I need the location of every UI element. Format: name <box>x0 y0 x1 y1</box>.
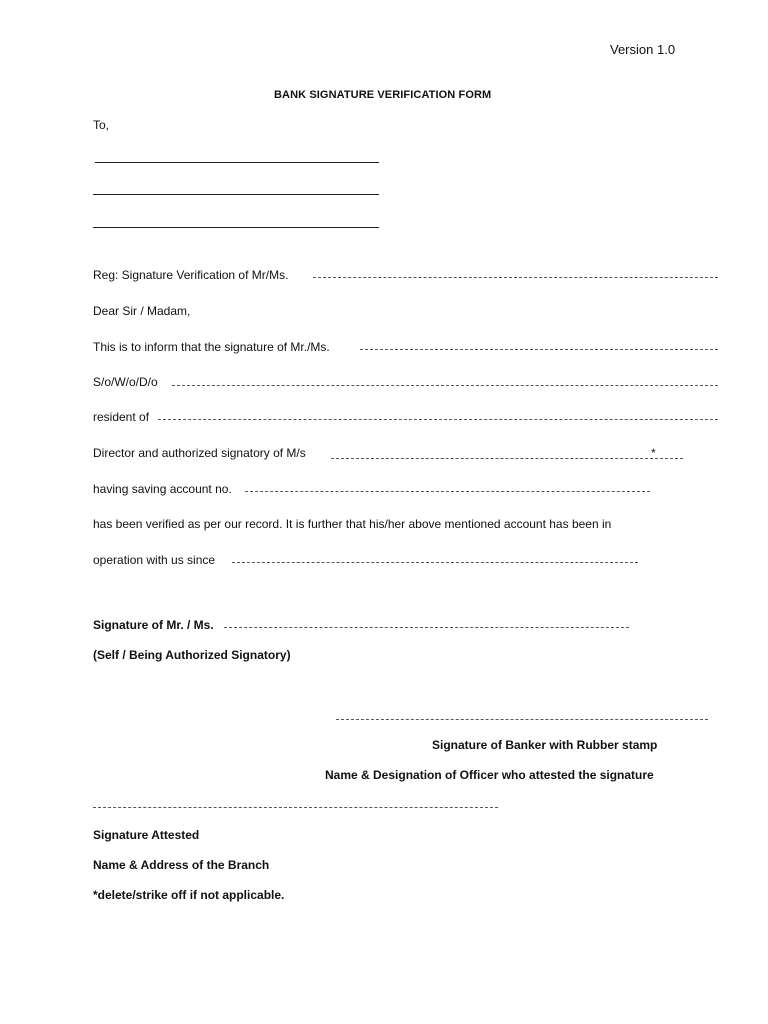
salutation: Dear Sir / Madam, <box>93 304 191 318</box>
verified-text: has been verified as per our record. It is further that his/her above mentioned account has been in <box>93 517 612 531</box>
self-authorized-label: (Self / Being Authorized Signatory) <box>93 648 291 662</box>
asterisk-mark: * <box>651 446 656 460</box>
operation-since-field[interactable] <box>232 562 638 563</box>
address-line-1[interactable] <box>95 162 379 163</box>
reg-label: Reg: Signature Verification of Mr/Ms. <box>93 268 289 282</box>
resident-field[interactable] <box>158 419 718 420</box>
attested-divider <box>93 807 498 808</box>
reg-name-field[interactable] <box>313 277 718 278</box>
relation-label: S/o/W/o/D/o <box>93 375 158 389</box>
branch-address-label: Name & Address of the Branch <box>93 858 270 872</box>
inform-label: This is to inform that the signature of Mr./Ms. <box>93 340 330 354</box>
operation-label: operation with us since <box>93 553 216 567</box>
company-field[interactable] <box>331 458 683 459</box>
to-label: To, <box>93 118 110 132</box>
signature-of-label: Signature of Mr. / Ms. <box>93 618 214 632</box>
director-label: Director and authorized signatory of M/s <box>93 446 306 460</box>
address-line-3[interactable] <box>93 227 379 228</box>
version-label: Version 1.0 <box>610 42 676 57</box>
officer-name-label: Name & Designation of Officer who attested the signature <box>325 768 654 782</box>
signature-attested-label: Signature Attested <box>93 828 200 842</box>
account-number-field[interactable] <box>245 491 650 492</box>
address-line-2[interactable] <box>93 194 379 195</box>
signature-field[interactable] <box>224 627 629 628</box>
resident-label: resident of <box>93 410 150 424</box>
form-title: BANK SIGNATURE VERIFICATION FORM <box>274 89 492 101</box>
banker-signature-label: Signature of Banker with Rubber stamp <box>432 738 658 752</box>
relation-field[interactable] <box>172 385 718 386</box>
banker-signature-field[interactable] <box>336 719 708 720</box>
footnote: *delete/strike off if not applicable. <box>93 888 285 902</box>
inform-name-field[interactable] <box>360 349 718 350</box>
account-label: having saving account no. <box>93 482 232 496</box>
